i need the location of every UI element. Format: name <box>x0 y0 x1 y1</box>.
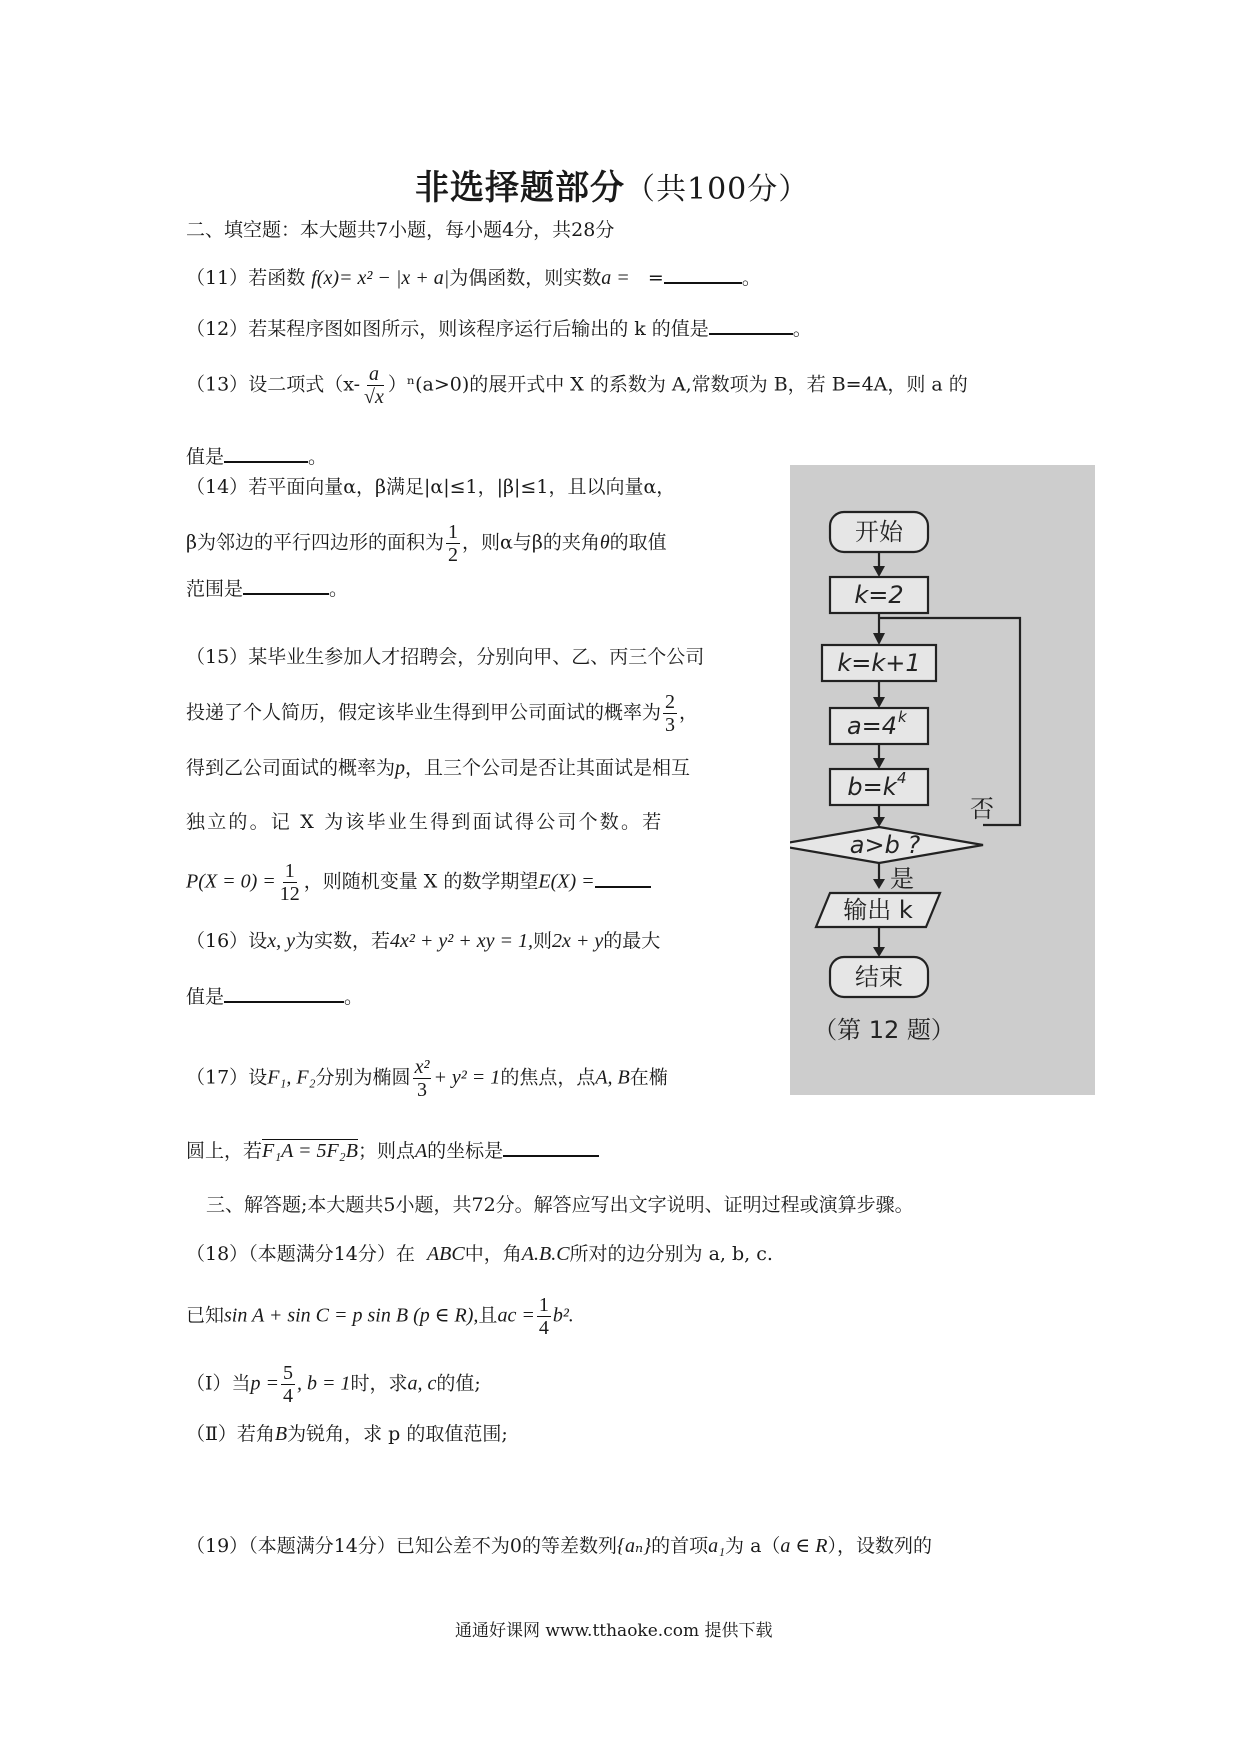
q18-number: （18） <box>186 1243 249 1265</box>
flow-step3-sup: 4 <box>897 769 907 787</box>
q17-line1-d: 的焦点，点 <box>500 1066 596 1089</box>
q14-theta: θ <box>599 531 610 554</box>
q17-foci: F₁, F₂ <box>267 1066 316 1089</box>
question-15 <box>186 643 704 671</box>
flowchart-figure <box>790 465 1095 1095</box>
q11-eq: = <box>647 267 664 289</box>
q19-cond: a ∈ R <box>780 1535 828 1557</box>
flow-step2-label: a=4 <box>846 712 898 740</box>
flow-arrowhead-5 <box>873 817 885 827</box>
q17-frac-den: 3 <box>417 1079 427 1101</box>
q18-line2 <box>186 1294 574 1339</box>
q19-text-d: ），设数列的 <box>827 1535 932 1557</box>
page-title <box>415 160 809 209</box>
q17-fraction <box>413 1056 432 1101</box>
flow-decision-label: a>b ? <box>849 831 921 859</box>
q16-line1-c: 则 <box>532 930 552 952</box>
flow-arrowhead-1 <box>873 566 885 577</box>
q14-line2-c: 的取值 <box>609 531 667 554</box>
q16-vars: x, y <box>267 930 295 952</box>
q18-part2 <box>186 1420 508 1448</box>
q18-part1-c: 时，求 <box>350 1372 408 1395</box>
q14-fraction <box>446 521 460 566</box>
q15-fraction <box>663 691 677 736</box>
q13-answer-blank <box>224 443 308 463</box>
q17-ptA: A <box>414 1140 428 1162</box>
flow-caption: （第 12 题） <box>813 1016 955 1044</box>
flowchart-svg <box>790 465 1095 1095</box>
q15-line1: 某毕业生参加人才招聘会，分别向甲、乙、丙三个公司 <box>248 646 705 668</box>
q15-line5 <box>186 860 651 905</box>
q14-line2 <box>186 521 667 566</box>
q13-text-a: 设二项式（x- <box>248 373 360 396</box>
q13-frac-den-x: x <box>374 386 384 408</box>
flow-step2-sup: k <box>898 708 907 726</box>
q18-fraction2 <box>281 1362 295 1407</box>
q18-part1 <box>186 1362 481 1407</box>
q14-line2-b: ，则α与β的夹角 <box>462 531 600 554</box>
section3-header: 三、解答题;本大题共5小题，共72分。解答应写出文字说明、证明过程或演算步骤。 <box>206 1194 914 1216</box>
flow-arrowhead-6 <box>873 879 885 889</box>
q11-answer-blank <box>664 264 742 284</box>
q14-line1: 若平面向量α，β满足|α|≤1，|β|≤1，且以向量α， <box>248 476 676 498</box>
q17-line1-e: 在椭 <box>629 1066 668 1089</box>
flow-step1-label: k=k+1 <box>837 649 921 677</box>
q16-expr: 4x² + y² + xy = 1, <box>389 930 533 952</box>
section2-header: 二、填空题：本大题共7小题，每小题4分，共28分 <box>186 219 615 241</box>
q15-number: （15） <box>186 646 249 668</box>
question-13 <box>186 363 968 408</box>
q19-number: （19） <box>186 1535 249 1557</box>
flow-start-label: 开始 <box>855 518 903 546</box>
q15-line2-a: 投递了个人简历，假定该毕业生得到甲公司面试的概率为 <box>186 701 662 724</box>
flow-arrowhead-2 <box>873 633 885 645</box>
q18-line2-a: 已知 <box>186 1304 225 1327</box>
flow-arrowhead-7 <box>873 947 885 957</box>
q13-line2: 值是 。 <box>186 443 327 471</box>
q15-line4: 独立的。记 X 为该毕业生得到面试得公司个数。若 <box>186 811 664 833</box>
q18-part1-b: , b = 1 <box>297 1372 351 1395</box>
q17-line2-a: 圆上，若 <box>186 1140 263 1162</box>
q14-line3: 范围是 。 <box>186 575 348 603</box>
q16-answer-blank <box>224 983 344 1003</box>
q12-answer-blank <box>709 315 793 335</box>
q16-number: （16） <box>186 930 249 952</box>
q13-number: （13） <box>186 373 249 396</box>
q15-expectation: E(X) = <box>538 870 595 893</box>
q19-text-b: 的首项 <box>651 1535 709 1557</box>
title-sub: （共100分） <box>625 172 810 207</box>
q18-expr3: b². <box>552 1304 574 1327</box>
q14-answer-blank <box>243 575 329 595</box>
q17-line1-a: 设 <box>248 1066 268 1089</box>
q15-line3-b: ，且三个公司是否让其面试是相互 <box>405 757 691 779</box>
q11-expression: f(x)= x² − |x + a| <box>311 267 450 289</box>
page-footer: 通通好课网 www.tthaoke.com 提供下载 <box>455 1621 773 1641</box>
question-11: （11）若函数 f(x)= x² − |x + a|为偶函数，则实数a = = 。 <box>186 264 761 292</box>
q18-part1-d: 的值; <box>436 1372 481 1395</box>
q18-abc: ABC <box>426 1243 465 1265</box>
q15-line3-a: 得到乙公司面试的概率为 <box>186 757 396 779</box>
q18-expr2: ac = <box>497 1304 535 1327</box>
q15-frac2-num: 1 <box>284 860 295 882</box>
q17-number: （17） <box>186 1066 249 1089</box>
q18-part2-B: B <box>274 1423 288 1445</box>
q15-line5-b: ，则随机变量 X 的数学期望 <box>303 870 539 893</box>
flow-end-label: 结束 <box>855 963 903 991</box>
flow-arrowhead-3 <box>873 697 885 708</box>
q18-line1-a: （本题满分14分）在 <box>248 1243 415 1265</box>
q18-part1-p: p = <box>250 1372 280 1395</box>
q15-fraction2 <box>278 860 302 905</box>
q15-answer-blank <box>595 868 651 888</box>
q16-line1-d: 的最大 <box>603 930 661 952</box>
flow-step3-label: b=k <box>847 773 897 801</box>
q17-pts: A, B <box>595 1066 630 1089</box>
q18-part1-vars: a, c <box>407 1372 437 1395</box>
q17-vector-eq: F₁A = 5F₂B <box>262 1140 358 1162</box>
q15-line2-b: ， <box>679 701 699 724</box>
q11-text-a: 若函数 <box>248 267 306 289</box>
q19-text-a: （本题满分14分）已知公差不为0的等差数列 <box>248 1535 617 1557</box>
flow-arrowhead-4 <box>873 758 885 769</box>
q17-ellipse-rest: + y² = 1 <box>433 1066 501 1089</box>
q14-frac-num: 1 <box>448 521 458 543</box>
q16-line1-b: 为实数，若 <box>294 930 390 952</box>
q18-expr: sin A + sin C = p sin B (p ∈ R), <box>224 1304 479 1327</box>
q15-line2 <box>186 691 698 736</box>
q17-answer-blank <box>503 1137 599 1157</box>
question-16 <box>186 927 660 955</box>
q11-text-b: 为偶函数，则实数 <box>449 267 602 289</box>
q13-text-c: 值是 <box>186 446 225 468</box>
q19-text-c: 为 a（ <box>725 1535 781 1557</box>
q16-line1-a: 设 <box>248 930 268 952</box>
q11-var: a = <box>601 267 630 289</box>
q13-frac-num: a <box>368 363 379 385</box>
q18-frac2-den: 4 <box>283 1385 294 1407</box>
q15-frac2-den: 12 <box>279 883 300 905</box>
q17-frac-num: x² <box>414 1056 430 1078</box>
q17-line2 <box>186 1137 599 1165</box>
q12-text: 若某程序图如图所示，则该程序运行后输出的 k 的值是 <box>248 318 709 340</box>
q19-a1: a₁ <box>708 1535 726 1557</box>
q13-text-b: ）ⁿ(a>0)的展开式中 X 的系数为 A,常数项为 B，若 B=4A，则 a 的 <box>387 373 968 396</box>
q16-line2-text: 值是 <box>186 986 225 1008</box>
question-12: （12）若某程序图如图所示，则该程序运行后输出的 k 的值是 。 <box>186 315 812 343</box>
q18-part2-a: （Ⅱ）若角 <box>186 1423 275 1445</box>
question-18 <box>186 1240 773 1268</box>
q19-seq: {aₙ} <box>616 1535 652 1557</box>
q18-part1-a: （Ⅰ）当 <box>186 1372 251 1395</box>
q18-angles: A.B.C <box>521 1243 570 1265</box>
q18-frac2-num: 5 <box>283 1362 294 1384</box>
q18-frac-num: 1 <box>538 1294 549 1316</box>
q18-line1-b: 中，角 <box>464 1243 522 1265</box>
q14-number: （14） <box>186 476 249 498</box>
q18-part2-b: 为锐角，求 p 的取值范围; <box>287 1423 508 1445</box>
q16-expr2: 2x + y <box>552 930 604 952</box>
q14-line3-text: 范围是 <box>186 578 244 600</box>
q14-line2-a: β为邻边的平行四边形的面积为 <box>186 531 444 554</box>
q15-line3 <box>186 754 690 782</box>
q17-line2-c: 的坐标是 <box>427 1140 504 1162</box>
flow-yes-label: 是 <box>890 865 914 893</box>
flow-init-label: k=2 <box>854 581 904 609</box>
q18-frac-den: 4 <box>538 1317 549 1339</box>
q17-line2-b: ；则点 <box>357 1140 415 1162</box>
q18-fraction <box>537 1294 551 1339</box>
q16-line2: 值是 。 <box>186 983 363 1011</box>
flow-no-label: 否 <box>970 795 994 823</box>
flow-output-label: 输出 k <box>843 896 913 924</box>
q17-line1-b: 分别为椭圆 <box>315 1066 411 1089</box>
question-17 <box>186 1056 668 1101</box>
q11-number: （11） <box>186 267 249 289</box>
q14-frac-den: 2 <box>448 544 458 566</box>
q15-prob-expr: P(X = 0) = <box>186 870 276 893</box>
q15-p: p <box>395 757 406 779</box>
q18-line2-b: 且 <box>478 1304 498 1327</box>
q12-number: （12） <box>186 318 249 340</box>
q15-frac-num: 2 <box>665 691 676 713</box>
question-14 <box>186 473 675 501</box>
q18-line1-c: 所对的边分别为 a, b, c. <box>569 1243 773 1265</box>
q15-frac-den: 3 <box>665 714 676 736</box>
question-19 <box>186 1532 932 1560</box>
title-main: 非选择题部分 <box>415 168 625 208</box>
q13-frac-den: √x <box>364 386 384 408</box>
q13-fraction <box>362 363 386 408</box>
